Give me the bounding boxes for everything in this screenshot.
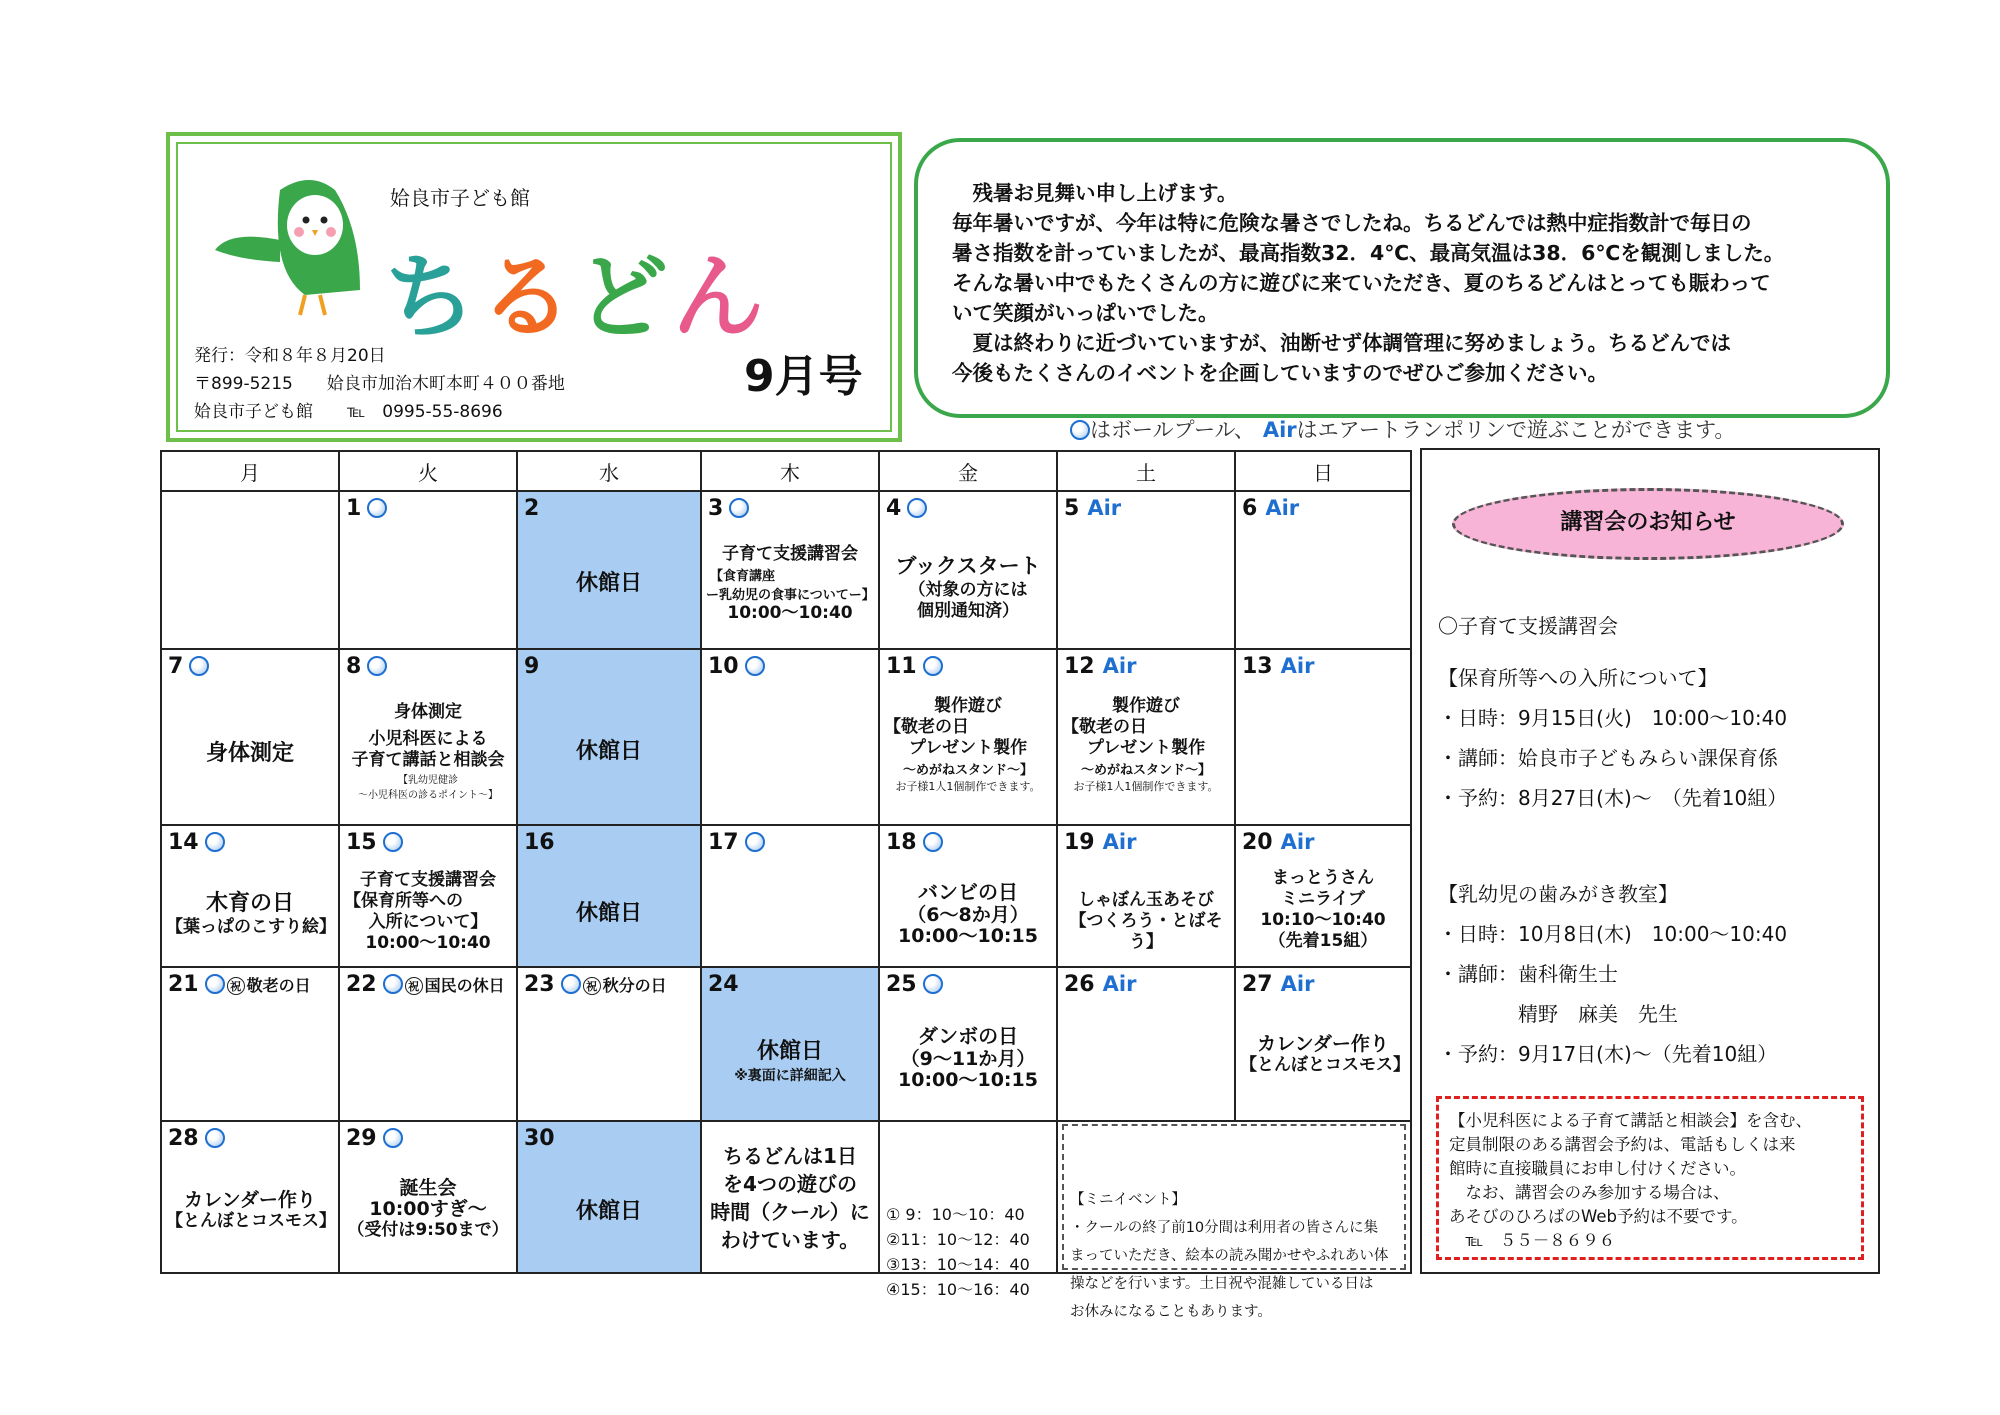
- week-row: [161, 825, 1411, 967]
- workshop-title-badge: 講習会のお知らせ: [1452, 488, 1844, 560]
- ball-pool-icon: [907, 498, 927, 518]
- calendar: [160, 450, 1412, 1320]
- ball-pool-icon: [383, 832, 403, 852]
- header-box: [166, 132, 902, 442]
- day-cell: 5 Air: [1057, 491, 1235, 649]
- week-row: [161, 649, 1411, 825]
- greeting-text: 残暑お見舞い申し上げます。 毎年暑いですが、今年は特に危険な暑さでしたね。ちるどんでは熱中症指数計で毎日の 暑さ指数を計っていましたが、最高指数32．4℃、最高気温は38．6℃を観測しました。 そんな暑い中でもたくさんの方に遊びに来ていただき、夏のちるどんはとっても賑わって いて笑顔がいっぱいでした。 夏は終わりに近づいていますが、油断せず体調管理に努めましょう。ちるどんでは 今後もたくさんのイベントを企画していますのでぜひご参加ください。: [952, 181, 1785, 385]
- day-cell: 20 Air まっとうさん ミニライブ 10:10～10:40 （先着15組）: [1235, 825, 1411, 967]
- weekday-header: [161, 451, 1411, 491]
- day-cell: 21 祝 敬老の日: [161, 967, 339, 1121]
- day-cell: 26 Air: [1057, 967, 1235, 1121]
- empty-cell: [161, 491, 339, 649]
- ball-pool-icon: [205, 1128, 225, 1148]
- day-cell: 7 身体測定: [161, 649, 339, 825]
- day-cell: 29 誕生会 10:00すぎ～ （受付は9:50まで）: [339, 1121, 517, 1273]
- issue-address: 〒899-5215 姶良市加治木町本町４００番地: [194, 374, 565, 394]
- logo-wordmark: ちるどん: [384, 244, 769, 351]
- day-cell: 3 子育て支援講習会 【食育講座 ー乳幼児の食事についてー】 10:00～10:40: [701, 491, 879, 649]
- weekday-mon: 月: [161, 451, 339, 491]
- ball-pool-icon: [745, 656, 765, 676]
- weekday-sun: 日: [1235, 451, 1411, 491]
- cool-times-cell: ① 9：10～10：40 ②11：10～12：40 ③13：10～14：40 ④15：10～16：40: [879, 1121, 1057, 1273]
- ball-pool-icon: [1070, 420, 1090, 440]
- ball-pool-icon: [205, 974, 225, 994]
- workshop-panel: 講習会のお知らせ 〇子育て支援講習会 【保育所等への入所について】 ・日時：9月15日(火) 10:00～10:40 ・講師：姶良市子どもみらい課保育係 ・予約：8月27日(木)～ （先着10組） 【乳幼児の歯みがき教室】 ・日時：10月8日(木) 10:00～10:40 ・講師：歯科衛生士 精野 麻美 先生 ・予約：9月17日(木)～（先着10組） 【小児科医による子育て講話と相談会】を含む、 定員制限のある講習会予約は、電話もしくは来 館時に直接職員にお申し付けください。 なお、講習会のみ参加する場合は、 あそびのひろばのWeb予約は不要です。 ℡ ５５－８６９６: [1420, 448, 1880, 1274]
- issue-date: 発行：令和８年８月20日: [194, 346, 386, 366]
- weekday-sat: 土: [1057, 451, 1235, 491]
- day-cell: 25 ダンボの日 （9～11か月） 10:00～10:15: [879, 967, 1057, 1121]
- day-cell: 4 ブックスタート （対象の方には 個別通知済）: [879, 491, 1057, 649]
- weekday-fri: 金: [879, 451, 1057, 491]
- day-cell: 13 Air: [1235, 649, 1411, 825]
- day-cell: 1: [339, 491, 517, 649]
- day-cell: 12 Air 製作遊び 【敬老の日 プレゼント製作 ～めがねスタンド～】 お子様1人1個制作できます。: [1057, 649, 1235, 825]
- org-name: 姶良市子ども館: [390, 186, 530, 210]
- ball-pool-icon: [383, 974, 403, 994]
- day-cell: 6 Air: [1235, 491, 1411, 649]
- weekday-tue: 火: [339, 451, 517, 491]
- closed-day-cell: 30 休館日: [517, 1121, 701, 1273]
- ball-pool-icon: [189, 656, 209, 676]
- legend-note: はボールプール、 Airはエアートランポリンで遊ぶことができます。: [1064, 414, 1735, 444]
- mini-event-box: 【ミニイベント】 ・クールの終了前10分間は利用者の皆さんに集 まっていただき、絵本の読み聞かせやふれあい体 操などを行います。土日祝や混雑している日は お休みになることもあります。: [1062, 1124, 1406, 1270]
- header-inner: [176, 142, 892, 432]
- ball-pool-icon: [561, 974, 581, 994]
- week-row: [161, 491, 1411, 649]
- day-cell: 28 カレンダー作り 【とんぼとコスモス】: [161, 1121, 339, 1273]
- day-cell: 11 製作遊び 【敬老の日 プレゼント製作 ～めがねスタンド～】 お子様1人1個制作できます。: [879, 649, 1057, 825]
- reservation-notice: 【小児科医による子育て講話と相談会】を含む、 定員制限のある講習会予約は、電話もしくは来 館時に直接職員にお申し付けください。 なお、講習会のみ参加する場合は、 あそびのひろばのWeb予約は不要です。 ℡ ５５－８６９６: [1436, 1096, 1864, 1260]
- day-cell: 14 木育の日 【葉っぱのこすり絵】: [161, 825, 339, 967]
- ball-pool-icon: [205, 832, 225, 852]
- closed-day-cell: 24 休館日 ※裏面に詳細記入: [701, 967, 879, 1121]
- greeting-box: [914, 138, 1890, 418]
- weekday-thu: 木: [701, 451, 879, 491]
- ball-pool-icon: [367, 656, 387, 676]
- day-cell: 23 祝 秋分の日: [517, 967, 701, 1121]
- month-label: 9月号: [744, 351, 863, 402]
- closed-day-cell: 2 休館日: [517, 491, 701, 649]
- day-cell: 18 バンビの日 （6～8か月） 10:00～10:15: [879, 825, 1057, 967]
- mascot-bird-icon: [210, 170, 380, 320]
- closed-day-cell: 16 休館日: [517, 825, 701, 967]
- week-row: [161, 1121, 1411, 1273]
- day-cell: 8 身体測定 小児科医による 子育て講話と相談会 【乳幼児健診 ～小児科医の診るポイント～】: [339, 649, 517, 825]
- issue-info: [194, 342, 565, 426]
- day-cell: 10: [701, 649, 879, 825]
- ball-pool-icon: [745, 832, 765, 852]
- ball-pool-icon: [923, 656, 943, 676]
- ball-pool-icon: [729, 498, 749, 518]
- closed-day-cell: 9 休館日: [517, 649, 701, 825]
- day-cell: 15 子育て支援講習会 【保育所等への 入所について】 10:00～10:40: [339, 825, 517, 967]
- ball-pool-icon: [367, 498, 387, 518]
- ball-pool-icon: [923, 974, 943, 994]
- day-cell: 27 Air カレンダー作り 【とんぼとコスモス】: [1235, 967, 1411, 1121]
- week-row: [161, 967, 1411, 1121]
- ball-pool-icon: [923, 832, 943, 852]
- ball-pool-icon: [383, 1128, 403, 1148]
- day-cell: 19 Air しゃぼん玉あそび 【つくろう・とばそう】: [1057, 825, 1235, 967]
- issue-phone: 姶良市子ども館 ℡ 0995-55-8696: [194, 402, 503, 422]
- day-cell: 22 祝 国民の休日: [339, 967, 517, 1121]
- day-cell: 17: [701, 825, 879, 967]
- play-split-cell: ちるどんは1日 を4つの遊びの 時間（クール）に わけています。: [701, 1121, 879, 1273]
- mini-event-cell: [1057, 1121, 1411, 1320]
- weekday-wed: 水: [517, 451, 701, 491]
